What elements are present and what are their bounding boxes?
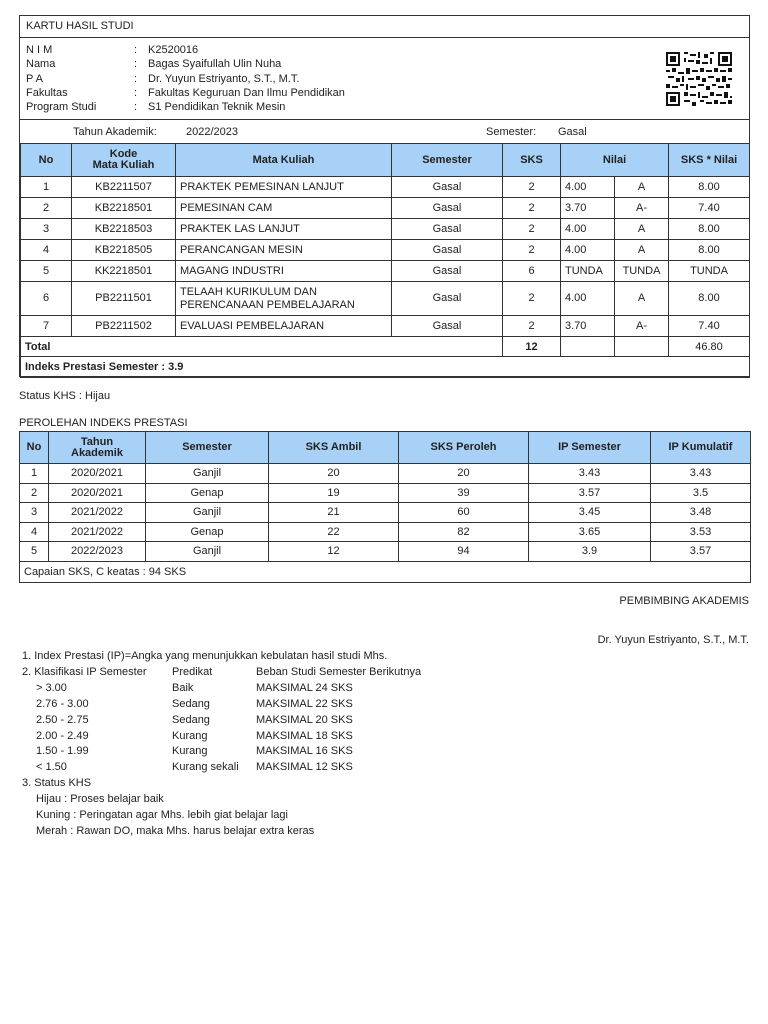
ip-row-ipk: 3.43	[651, 464, 751, 484]
row-letter: A	[615, 240, 669, 261]
col-code	[72, 144, 176, 177]
row-name	[176, 282, 392, 316]
courses-header-row	[21, 144, 750, 177]
note-2-header	[22, 665, 421, 681]
ip-row-taken: 21	[269, 503, 399, 523]
row-letter: A-	[615, 316, 669, 337]
class-range: 2.50 - 2.75	[36, 713, 89, 726]
ip-row-ips: 3.9	[529, 542, 651, 562]
class-row	[22, 760, 421, 776]
class-load: MAKSIMAL 12 SKS	[256, 761, 353, 774]
status-hijau: Hijau : Proses belajar baik	[36, 793, 164, 806]
ip-row-semester: Genap	[146, 483, 269, 503]
table-row	[20, 464, 751, 484]
row-product: TUNDA	[669, 261, 750, 282]
name-value: Bagas Syaifullah Ulin Nuha	[148, 58, 282, 71]
semester-value: Gasal	[558, 126, 587, 138]
row-sks: 2	[503, 240, 561, 261]
note-3: 3. Status KHS	[22, 777, 92, 790]
ip-row-ips: 3.65	[529, 522, 651, 542]
name-label: Nama	[26, 58, 56, 71]
row-score: 3.70	[561, 316, 615, 337]
nim-value: K2520016	[148, 44, 199, 56]
status-khs: Status KHS : Hijau	[19, 390, 111, 402]
row-score: 4.00	[561, 219, 615, 240]
total-empty	[561, 337, 615, 357]
row-letter: A	[615, 219, 669, 240]
status-merah: Merah : Rawan DO, maka Mhs. harus belajar extra keras	[36, 824, 315, 837]
note-2-label: 2. Klasifikasi IP Semester	[22, 665, 147, 678]
table-row	[20, 503, 751, 523]
ip-col-ip-semester: IP Semester	[529, 432, 651, 464]
ip-row-ips: 3.57	[529, 483, 651, 503]
row-name: EVALUASI PEMBELAJARAN	[176, 316, 392, 337]
ip-section-title: PEROLEHAN INDEKS PRESTASI	[19, 417, 188, 429]
ip-col-no: No	[20, 432, 49, 464]
ip-row-no: 2	[20, 483, 49, 503]
table-row	[20, 542, 751, 562]
row-semester: Gasal	[392, 316, 503, 337]
nim-label: N I M	[26, 44, 53, 56]
khs-card	[19, 15, 750, 377]
row-product: 8.00	[669, 282, 750, 316]
total-label: Total	[21, 337, 503, 357]
class-predicate: Kurang	[172, 745, 208, 758]
row-code: KK2218501	[72, 261, 176, 282]
ip-col-ip-cumulative: IP Kumulatif	[651, 432, 751, 464]
class-predicate: Sedang	[172, 713, 210, 726]
col-name: Mata Kuliah	[176, 144, 392, 177]
program-label: Program Studi	[26, 101, 97, 114]
capaian-row	[20, 561, 751, 582]
class-load: MAKSIMAL 16 SKS	[256, 745, 353, 758]
class-row	[22, 729, 421, 745]
ip-row-no: 3	[20, 503, 49, 523]
total-row	[21, 337, 750, 357]
row-name-line1: TELAAH KURIKULUM DAN	[180, 285, 317, 298]
academic-year-row	[20, 119, 749, 143]
ip-row-ipk: 3.48	[651, 503, 751, 523]
ip-row-year: 2021/2022	[49, 503, 146, 523]
ip-row-earned: 82	[399, 522, 529, 542]
advisor-name: Dr. Yuyun Estriyanto, S.T., M.T.	[597, 634, 749, 646]
ip-table	[19, 431, 751, 583]
status-kuning: Kuning : Peringatan agar Mhs. lebih giat belajar lagi	[36, 809, 288, 822]
class-range: 2.00 - 2.49	[36, 729, 89, 742]
ip-row-year: 2022/2023	[49, 542, 146, 562]
class-range: < 1.50	[36, 761, 67, 774]
row-name-line2: PERENCANAAN PEMBELAJARAN	[180, 298, 355, 311]
note-2-predikat: Predikat	[172, 665, 213, 678]
ip-col-semester: Semester	[146, 432, 269, 464]
class-range: > 3.00	[36, 681, 67, 694]
ip-row-earned: 20	[399, 464, 529, 484]
row-code: PB2211502	[72, 316, 176, 337]
qr-code-icon	[666, 52, 732, 106]
student-info	[26, 43, 345, 114]
row-code: KB2218503	[72, 219, 176, 240]
ip-row-no: 1	[20, 464, 49, 484]
row-sks: 2	[503, 198, 561, 219]
ip-col-year-line2: Akademik	[71, 446, 123, 459]
row-no: 5	[21, 261, 72, 282]
ip-row-earned: 60	[399, 503, 529, 523]
col-sks: SKS	[503, 144, 561, 177]
ip-row-semester: Ganjil	[146, 503, 269, 523]
program-value: S1 Pendidikan Teknik Mesin	[148, 101, 286, 114]
row-name: PRAKTEK PEMESINAN LANJUT	[176, 177, 392, 198]
row-sks: 2	[503, 219, 561, 240]
note-1: 1. Index Prestasi (IP)=Angka yang menunjukkan kebulatan hasil studi Mhs.	[22, 650, 388, 662]
courses-table	[20, 143, 750, 378]
row-score: TUNDA	[561, 261, 615, 282]
ip-row-earned: 94	[399, 542, 529, 562]
table-row	[21, 261, 750, 282]
table-row	[21, 240, 750, 261]
row-product: 8.00	[669, 240, 750, 261]
class-row	[22, 697, 421, 713]
table-row	[20, 483, 751, 503]
ips-text: Indeks Prestasi Semester : 3.9	[21, 357, 750, 378]
class-predicate: Baik	[172, 681, 194, 694]
table-row	[21, 316, 750, 337]
row-name: PERANCANGAN MESIN	[176, 240, 392, 261]
sep: :	[134, 44, 138, 56]
row-name: MAGANG INDUSTRI	[176, 261, 392, 282]
row-semester: Gasal	[392, 261, 503, 282]
table-row	[20, 522, 751, 542]
total-product: 46.80	[669, 337, 750, 357]
total-empty	[615, 337, 669, 357]
sep: :	[134, 72, 138, 85]
row-code: KB2218501	[72, 198, 176, 219]
ip-col-year-line1: Tahun	[80, 435, 114, 448]
class-load: MAKSIMAL 20 SKS	[256, 713, 353, 726]
faculty-value: Fakultas Keguruan Dan Ilmu Pendidikan	[148, 86, 345, 99]
row-no: 1	[21, 177, 72, 198]
ip-row-no: 4	[20, 522, 49, 542]
ip-row-ipk: 3.5	[651, 483, 751, 503]
ip-row-ipk: 3.53	[651, 522, 751, 542]
class-predicate: Kurang sekali	[172, 761, 239, 774]
ip-row-earned: 39	[399, 483, 529, 503]
advisor-label: PEMBIMBING AKADEMIS	[619, 595, 749, 607]
table-row	[21, 198, 750, 219]
row-semester: Gasal	[392, 198, 503, 219]
ip-row-taken: 20	[269, 464, 399, 484]
row-code: PB2211501	[72, 282, 176, 316]
ip-col-year	[49, 432, 146, 464]
row-product: 7.40	[669, 316, 750, 337]
row-letter: TUNDA	[615, 261, 669, 282]
row-no: 3	[21, 219, 72, 240]
row-no: 6	[21, 282, 72, 316]
row-sks: 6	[503, 261, 561, 282]
row-name: PEMESINAN CAM	[176, 198, 392, 219]
ip-col-sks-taken: SKS Ambil	[269, 432, 399, 464]
row-semester: Gasal	[392, 177, 503, 198]
row-no: 2	[21, 198, 72, 219]
academic-year-value: 2022/2023	[186, 126, 238, 138]
col-no: No	[21, 144, 72, 177]
row-code: KB2211507	[72, 177, 176, 198]
row-letter: A	[615, 282, 669, 316]
ip-row-taken: 19	[269, 483, 399, 503]
row-no: 7	[21, 316, 72, 337]
ip-row-taken: 22	[269, 522, 399, 542]
col-sks-x-grade: SKS * Nilai	[669, 144, 750, 177]
capaian-text: Capaian SKS, C keatas : 94 SKS	[20, 561, 751, 582]
row-score: 4.00	[561, 282, 615, 316]
row-score: 4.00	[561, 240, 615, 261]
note-2-beban: Beban Studi Semester Berikutnya	[256, 665, 422, 678]
row-score: 4.00	[561, 177, 615, 198]
col-code-line2: Mata Kuliah	[92, 159, 155, 171]
row-product: 7.40	[669, 198, 750, 219]
ip-row-year: 2020/2021	[49, 483, 146, 503]
academic-year-label: Tahun Akademik:	[73, 126, 157, 138]
col-grade: Nilai	[561, 144, 669, 177]
class-load: MAKSIMAL 18 SKS	[256, 729, 353, 742]
class-load: MAKSIMAL 24 SKS	[256, 681, 353, 694]
ips-row	[21, 357, 750, 378]
col-semester: Semester	[392, 144, 503, 177]
col-code-line1: Kode	[109, 148, 138, 160]
row-semester: Gasal	[392, 282, 503, 316]
ip-row-taken: 12	[269, 542, 399, 562]
table-row	[21, 282, 750, 316]
ip-col-sks-earned: SKS Peroleh	[399, 432, 529, 464]
class-row	[22, 713, 421, 729]
row-score: 3.70	[561, 198, 615, 219]
sep: :	[134, 86, 138, 99]
ip-row-semester: Ganjil	[146, 464, 269, 484]
class-load: MAKSIMAL 22 SKS	[256, 697, 353, 710]
total-sks: 12	[503, 337, 561, 357]
ip-row-year: 2020/2021	[49, 464, 146, 484]
row-product: 8.00	[669, 177, 750, 198]
table-row	[21, 219, 750, 240]
ip-row-ipk: 3.57	[651, 542, 751, 562]
semester-label: Semester:	[486, 126, 537, 138]
class-range: 2.76 - 3.00	[36, 697, 89, 710]
class-range: 1.50 - 1.99	[36, 745, 89, 758]
row-sks: 2	[503, 316, 561, 337]
row-no: 4	[21, 240, 72, 261]
sep: :	[134, 58, 138, 71]
ip-row-ips: 3.43	[529, 464, 651, 484]
notes	[22, 649, 421, 840]
sep: :	[134, 101, 138, 114]
class-row	[22, 681, 421, 697]
table-row	[21, 177, 750, 198]
row-sks: 2	[503, 177, 561, 198]
row-sks: 2	[503, 282, 561, 316]
ip-row-semester: Genap	[146, 522, 269, 542]
class-row	[22, 744, 421, 760]
ip-row-year: 2021/2022	[49, 522, 146, 542]
row-letter: A-	[615, 198, 669, 219]
ip-header-row	[20, 432, 751, 464]
pa-label: P A	[26, 72, 43, 85]
row-letter: A	[615, 177, 669, 198]
ip-row-no: 5	[20, 542, 49, 562]
faculty-label: Fakultas	[26, 86, 68, 99]
pa-value: Dr. Yuyun Estriyanto, S.T., M.T.	[148, 72, 300, 85]
class-predicate: Sedang	[172, 697, 210, 710]
ip-row-ips: 3.45	[529, 503, 651, 523]
row-semester: Gasal	[392, 219, 503, 240]
card-title: KARTU HASIL STUDI	[20, 16, 749, 38]
row-name: PRAKTEK LAS LANJUT	[176, 219, 392, 240]
ip-row-semester: Ganjil	[146, 542, 269, 562]
row-code: KB2218505	[72, 240, 176, 261]
row-product: 8.00	[669, 219, 750, 240]
row-semester: Gasal	[392, 240, 503, 261]
class-predicate: Kurang	[172, 729, 208, 742]
